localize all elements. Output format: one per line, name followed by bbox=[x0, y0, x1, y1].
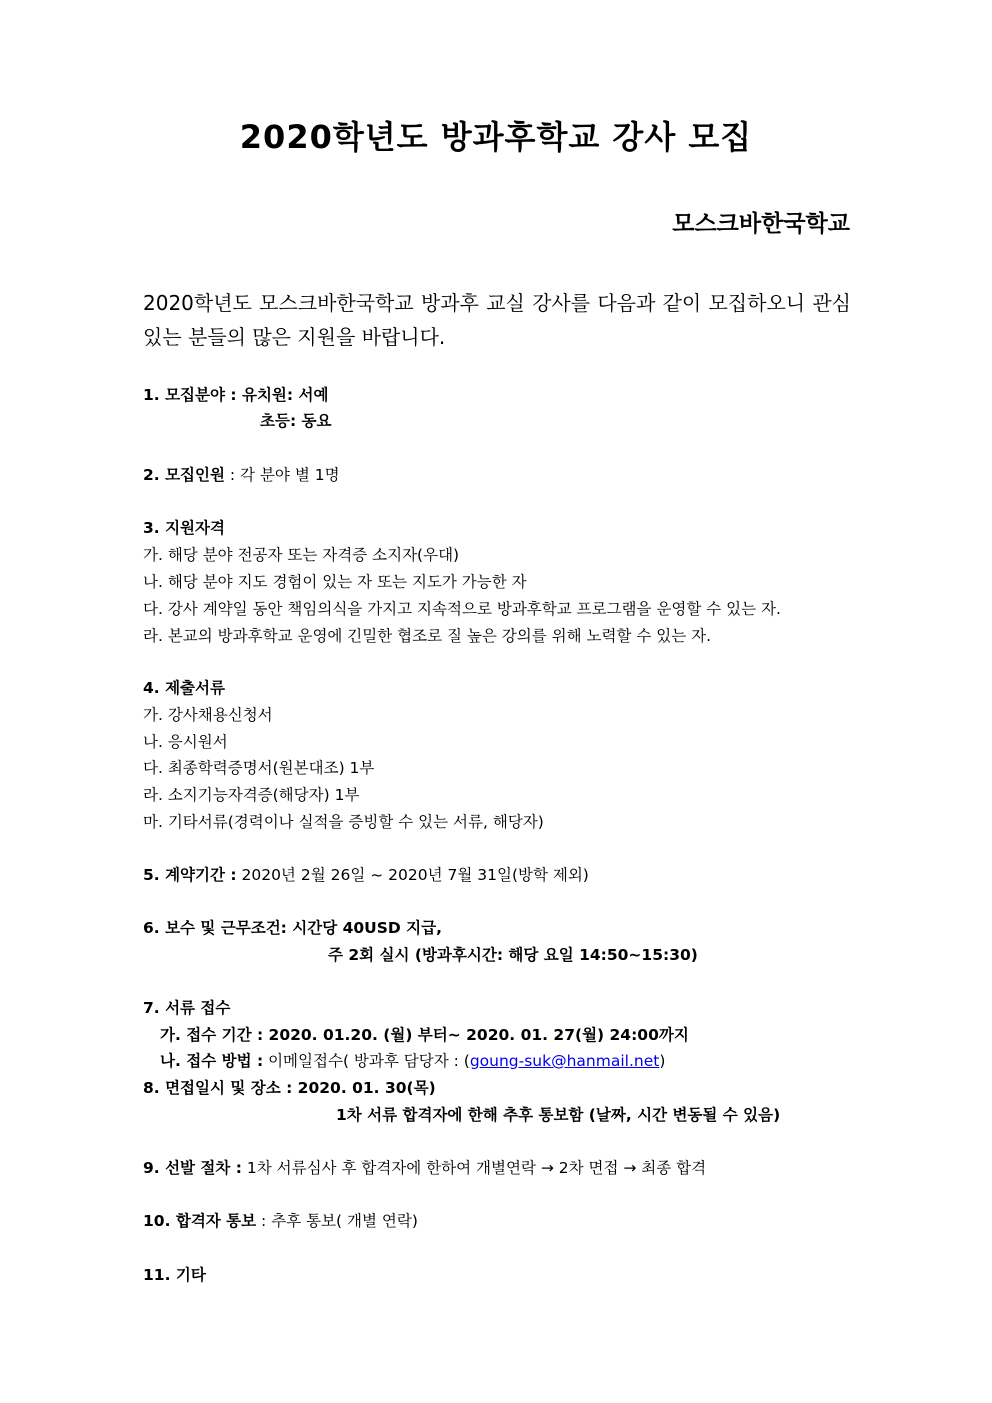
section-11-label: 11. 기타 bbox=[143, 1266, 206, 1284]
section-10-label: 10. 합격자 통보 bbox=[143, 1212, 257, 1230]
section-8-label: 8. 면접일시 및 장소 : bbox=[143, 1079, 293, 1097]
section-6-line1: 시간당 40USD 지급, bbox=[286, 919, 443, 937]
section-4-item: 나. 응시원서 bbox=[143, 733, 228, 751]
section-7-label: 7. 서류 접수 bbox=[143, 999, 231, 1017]
section-9-text: 1차 서류심사 후 합격자에 한하여 개별연락 → 2차 면접 → 최종 합격 bbox=[241, 1159, 707, 1177]
section-6-label: 6. 보수 및 근무조건: bbox=[143, 919, 287, 937]
section-4-item: 가. 강사채용신청서 bbox=[143, 706, 273, 724]
section-5 bbox=[143, 864, 589, 886]
section-5-label: 5. 계약기간 : bbox=[143, 866, 237, 884]
section-4-item: 다. 최종학력증명서(원본대조) 1부 bbox=[143, 759, 375, 777]
section-3-item: 라. 본교의 방과후학교 운영에 긴밀한 협조로 질 높은 강의를 위해 노력할 수 있는 자. bbox=[143, 627, 712, 645]
section-8-line1: 2020. 01. 30(목) bbox=[292, 1079, 436, 1097]
section-8 bbox=[143, 1077, 436, 1099]
section-7-item1: 가. 접수 기간 : 2020. 01.20. (월) 부터~ 2020. 01. 27(월) 24:00까지 bbox=[160, 1026, 689, 1044]
section-10-text: : 추후 통보( 개별 연락) bbox=[256, 1212, 418, 1230]
section-3-item: 다. 강사 계약일 동안 책임의식을 가지고 지속적으로 방과후학교 프로그램을 운영할 수 있는 자. bbox=[143, 600, 781, 618]
section-2-text: : 각 분야 별 1명 bbox=[224, 466, 340, 484]
section-3-label: 3. 지원자격 bbox=[143, 519, 225, 537]
section-3-item: 가. 해당 분야 전공자 또는 자격증 소지자(우대) bbox=[143, 546, 460, 564]
section-6 bbox=[143, 917, 442, 939]
section-3-item: 나. 해당 분야 지도 경험이 있는 자 또는 지도가 가능한 자 bbox=[143, 573, 527, 591]
section-7-item2-end: ) bbox=[659, 1052, 666, 1070]
section-1-line2: 초등: 동요 bbox=[260, 412, 332, 430]
section-5-text: 2020년 2월 26일 ~ 2020년 7월 31일(방학 제외) bbox=[236, 866, 589, 884]
intro-paragraph: 2020학년도 모스크바한국학교 방과후 교실 강사를 다음과 같이 모집하오니 관심있는 분들의 많은 지원을 바랍니다. bbox=[143, 291, 851, 349]
section-7-item2-text: 이메일접수( 방과후 담당자 : ( bbox=[263, 1052, 470, 1070]
section-1 bbox=[143, 384, 328, 406]
section-7-item2 bbox=[160, 1050, 665, 1072]
section-4-item: 라. 소지기능자격증(해당자) 1부 bbox=[143, 786, 360, 804]
section-9 bbox=[143, 1157, 706, 1179]
email-link[interactable]: goung-suk@hanmail.net bbox=[469, 1052, 660, 1070]
section-7-item2-label: 나. 접수 방법 : bbox=[160, 1052, 264, 1070]
section-1-label: 1. 모집분야 : bbox=[143, 386, 237, 404]
section-1-line1: 유치원: 서예 bbox=[241, 386, 329, 404]
section-4-label: 4. 제출서류 bbox=[143, 679, 225, 697]
section-2-label: 2. 모집인원 bbox=[143, 466, 225, 484]
section-4-item: 마. 기타서류(경력이나 실적을 증빙할 수 있는 서류, 해당자) bbox=[143, 813, 544, 831]
section-10 bbox=[143, 1210, 418, 1232]
section-2 bbox=[143, 464, 340, 486]
section-6-line2: 주 2회 실시 (방과후시간: 해당 요일 14:50~15:30) bbox=[328, 946, 698, 964]
section-8-line2: 1차 서류 합격자에 한해 추후 통보함 (날짜, 시간 변동될 수 있음) bbox=[336, 1106, 781, 1124]
school-name: 모스크바한국학교 bbox=[672, 211, 850, 237]
page-title: 2020학년도 방과후학교 강사 모집 bbox=[239, 118, 753, 156]
section-9-label: 9. 선발 절차 : bbox=[143, 1159, 242, 1177]
